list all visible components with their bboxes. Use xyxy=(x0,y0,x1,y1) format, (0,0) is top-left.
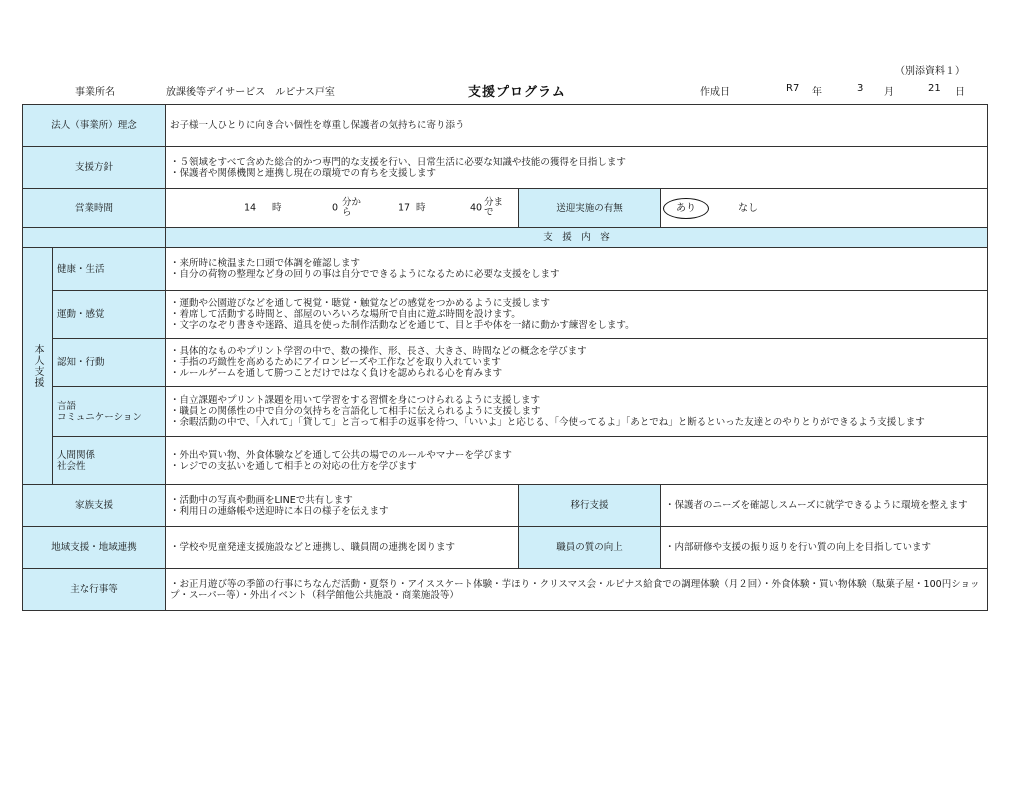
era-year: R7 xyxy=(786,83,800,94)
hours-row xyxy=(23,189,988,228)
cognition-line: ・ルールゲームを通して勝つことだけではなく負けを認められる心を育みます xyxy=(170,368,503,379)
language-label xyxy=(53,387,166,437)
content-header-spacer xyxy=(23,228,166,248)
office-name: 放課後等デイサービス ルピナス戸室 xyxy=(166,87,335,98)
social-label xyxy=(53,437,166,485)
year-unit: 年 xyxy=(812,87,822,98)
transport-label: 送迎実施の有無 xyxy=(519,189,661,228)
policy-line: ・保護者や関係機関と連携し現在の環境での育ちを支援します xyxy=(170,167,437,179)
family-line: ・活動中の写真や動画をLINEで共有します xyxy=(170,494,353,506)
health-line: ・来所時に検温また口頭で体調を確認します xyxy=(170,258,361,269)
motor-line: ・文字のなぞり書きや迷路、道具を使った制作活動などを通じて、目と手や体を一緒に動かす練習をします。 xyxy=(170,320,635,331)
end-minute: 40 xyxy=(470,202,483,214)
page-title: 支援プログラム xyxy=(468,85,566,100)
personal-row-social xyxy=(23,437,988,485)
motor-line: ・運動や公園遊びなどを通して視覚・聴覚・触覚などの感覚をつかめるように支援します xyxy=(170,298,551,309)
social-line: ・外出や買い物、外食体験などを通して公共の場でのルールやマナーを学びます xyxy=(170,449,512,461)
content-header-row xyxy=(23,228,988,248)
family-line: ・利用日の連絡帳や送迎時に本日の様子を伝えます xyxy=(170,505,389,517)
social-line: ・レジでの支払いを通して相手との対応の仕方を学びます xyxy=(170,460,417,472)
personal-support-label xyxy=(23,248,53,485)
language-text xyxy=(166,387,988,437)
content-header: 支 援 内 容 xyxy=(166,228,988,248)
month-unit: 月 xyxy=(884,87,894,98)
events-text-line: ・お正月遊び等の季節の行事にちなんだ活動・夏祭り・アイススケート体験・芋ほり・クリスマス会・ルピナス給食での調理体験（月２回）・外食体験・買い物体験（駄菓子屋・100円ショップ・スーパー等）・外出イベント（科学館他公共施設・商業施設等） xyxy=(170,578,980,601)
from-label: 分から xyxy=(342,197,362,218)
quality-text: ・内部研修や支援の振り返りを行い質の向上を目指しています xyxy=(661,527,988,569)
philosophy-row xyxy=(23,105,988,147)
community-label: 地域支援・地域連携 xyxy=(23,527,166,569)
social-label-line: 人間関係 xyxy=(57,449,96,461)
language-line: ・余暇活動の中で、「入れて」「貸して」と言って相手の返事を待つ、「いいよ」と応じる、「今使ってるよ」「あとでね」と断るといった友達とのやりとりができるよう支援します xyxy=(170,417,925,428)
family-text xyxy=(166,485,519,527)
transition-label: 移行支援 xyxy=(519,485,661,527)
start-hour-unit: 時 xyxy=(272,202,282,214)
motor-line: ・着席して活動する時間と、部屋のいろいろな場所で自由に遊ぶ時間を設けます。 xyxy=(170,309,521,320)
language-label-line: コミュニケーション xyxy=(57,411,142,423)
personal-support-label-text: 本人支援 xyxy=(32,344,43,388)
transition-text xyxy=(661,485,988,527)
health-text xyxy=(166,248,988,291)
day-unit: 日 xyxy=(955,87,965,98)
social-label-line: 社会性 xyxy=(57,460,86,472)
start-minute: 0 xyxy=(332,202,339,214)
language-label-line: 言語 xyxy=(57,400,77,412)
motor-text xyxy=(166,291,988,339)
month-value: 3 xyxy=(857,83,864,94)
office-label: 事業所名 xyxy=(75,87,115,98)
personal-row-health xyxy=(23,248,988,291)
policy-row xyxy=(23,147,988,189)
philosophy-text: お子様一人ひとりに向き合い個性を尊重し保護者の気持ちに寄り添う xyxy=(166,105,988,147)
motor-label: 運動・感覚 xyxy=(53,291,166,339)
end-hour-unit: 時 xyxy=(416,202,426,214)
attachment-label: （別添資料１） xyxy=(895,66,965,77)
events-row xyxy=(23,569,988,611)
family-row xyxy=(23,485,988,527)
transition-text-line: ・保護者のニーズを確認しスムーズに就学できるように環境を整えます xyxy=(665,500,968,511)
transport-no: なし xyxy=(738,202,759,214)
created-label: 作成日 xyxy=(700,87,730,98)
start-hour: 14 xyxy=(244,202,257,214)
personal-row-motor xyxy=(23,291,988,339)
events-text xyxy=(166,569,988,611)
events-label: 主な行事等 xyxy=(23,569,166,611)
quality-label: 職員の質の向上 xyxy=(519,527,661,569)
language-line: ・職員との関係性の中で自分の気持ちを言語化して相手に伝えられるように支援します xyxy=(170,406,541,417)
personal-row-cognition xyxy=(23,339,988,387)
support-program-table xyxy=(22,104,988,611)
family-label: 家族支援 xyxy=(23,485,166,527)
day-value: 21 xyxy=(928,83,941,94)
cognition-line: ・手指の巧緻性を高めるためにアイロンビーズや工作などを取り入れています xyxy=(170,357,501,368)
policy-text xyxy=(166,147,988,189)
cognition-line: ・具体的なものやプリント学習の中で、数の操作、形、長さ、大きさ、時間などの概念を学びます xyxy=(170,346,587,357)
until-label: 分まで xyxy=(484,197,504,218)
personal-row-language xyxy=(23,387,988,437)
hours-cell xyxy=(166,189,519,228)
social-text xyxy=(166,437,988,485)
community-text: ・学校や児童発達支援施設などと連携し、職員間の連携を図ります xyxy=(166,527,519,569)
language-line: ・自立課題やプリント課題を用いて学習をする習慣を身につけられるように支援します xyxy=(170,395,540,406)
cognition-text xyxy=(166,339,988,387)
health-label: 健康・生活 xyxy=(53,248,166,291)
end-hour: 17 xyxy=(398,202,411,214)
policy-line: ・５領域をすべて含めた総合的かつ専門的な支援を行い、日常生活に必要な知識や技能の獲得を目指します xyxy=(170,156,626,168)
policy-label: 支援方針 xyxy=(23,147,166,189)
hours-label: 営業時間 xyxy=(23,189,166,228)
cognition-label: 認知・行動 xyxy=(53,339,166,387)
transport-cell xyxy=(661,189,988,228)
community-row xyxy=(23,527,988,569)
philosophy-label: 法人（事業所）理念 xyxy=(23,105,166,147)
transport-yes-circled: あり xyxy=(663,198,709,219)
health-line: ・自分の荷物の整理など身の回りの事は自分でできるようになるために必要な支援をします xyxy=(170,269,560,280)
